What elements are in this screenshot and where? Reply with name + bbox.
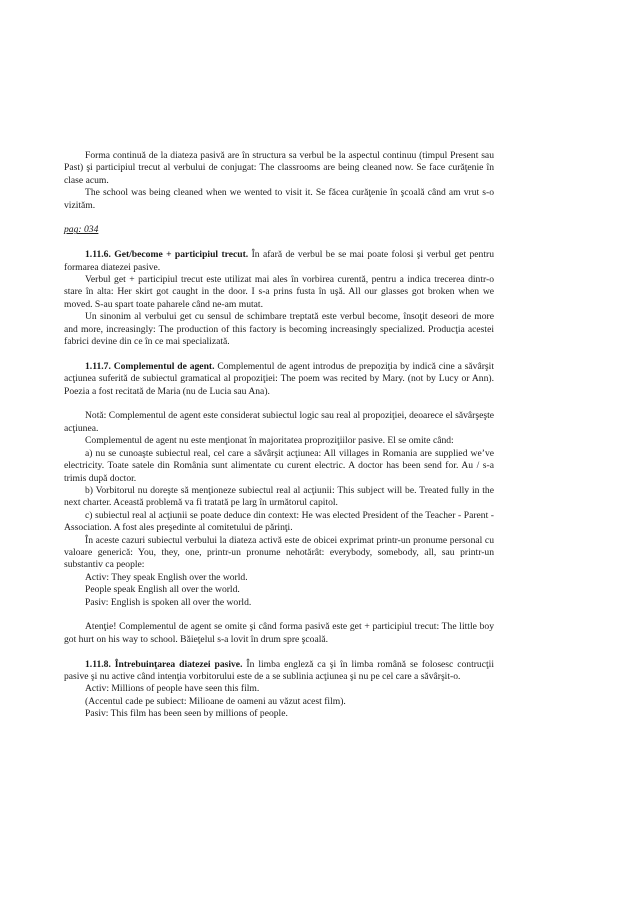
example-line: Pasiv: This film has been seen by millions of people.	[85, 708, 288, 720]
example-line: Activ: Millions of people have seen this film.	[85, 683, 260, 695]
example-line: Activ: They speak English over the world.	[85, 571, 248, 583]
paragraph: Atenţie! Complementul de agent se omite şi când forma pasivă este get + participiul trecut: The little boy got hurt on his way to school. Băieţelul s-a lovit în drum spre şcoală.	[64, 621, 494, 645]
paragraph: Complementul de agent nu este menţionat în majoritatea proproziţiilor pasive. El se omite când:	[85, 435, 454, 447]
section-text: În afară de verbul be se mai poate folosi şi verbul get pentru formarea diatezei pasive.	[64, 249, 494, 273]
paragraph: Forma continuă de la diateza pasivă are în structura sa verbul be la aspectul continuu (timpul Present sau Past) şi participiul trecut al verbului de conjugat: The classrooms are being cleaned now. Se face curăţenie în clase acum.	[64, 150, 494, 186]
section-heading: 1.11.6. Get/become + participiul trecut.	[85, 249, 249, 261]
section-1-11-7	[64, 361, 494, 398]
example-line: Pasiv: English is spoken all over the world.	[85, 596, 252, 608]
paragraph: Notă: Complementul de agent este considerat subiectul logic sau real al propoziţiei, deoarece el săvârşeşte acţiunea.	[64, 410, 494, 434]
section-text: Complementul de agent introdus de prepoziţia by indică cine a săvârşit acţiunea suferită de subiectul gramatical al propoziţiei: The poem was recited by Mary. (not by Lucy or Ann). Poezia a fost recitată de Maria (nu de Lucia sau Ana).	[64, 360, 494, 397]
paragraph: În aceste cazuri subiectul verbului la diateza activă este de obicei exprimat printr-un pronume personal cu valoare generică: You, they, one, printr-un pronume nehotărât: everybody, somebody, all, sau printr-un substantiv ca people:	[64, 534, 494, 571]
example-line: People speak English all over the world.	[85, 584, 240, 596]
document-page	[64, 150, 494, 721]
section-1-11-6	[64, 249, 494, 274]
section-heading: 1.11.7. Complementul de agent.	[85, 360, 215, 372]
paragraph: The school was being cleaned when we wented to visit it. Se făcea curăţenie în şcoală când am vrut s-o vizităm.	[64, 187, 494, 211]
section-text: În limba engleză ca şi în limba română se folosesc contrucţii pasive şi nu active când intenţia vorbitorului este de a se sublinia acţiunea şi nu pe cel care a săvârşit-o.	[64, 658, 494, 682]
section-heading: 1.11.8. Întrebuinţarea diatezei pasive.	[85, 658, 243, 670]
paragraph: Verbul get + participiul trecut este utilizat mai ales în vorbirea curentă, pentru a indica trecerea dintr-o stare în alta: Her skirt got caught in the door. I s-a prins fusta în uşă. All our glasses got broken when we moved. S-au spart toate paharele când ne-am mutat.	[64, 274, 494, 310]
example-line: (Accentul cade pe subiect: Milioane de oameni au văzut acest film).	[85, 695, 346, 707]
paragraph: Un sinonim al verbului get cu sensul de schimbare treptată este verbul become, însoţit deseori de more and more, increasingly: The production of this factory is becoming increasingly specialized. Producţia acestei fabrici devine din ce în ce mai specializată.	[64, 311, 494, 348]
paragraph: b) Vorbitorul nu doreşte să menţioneze subiectul real al acţiunii: This subject will be. Treated fully in the next charter. Această problemă va fi tratată pe larg în următorul capitol.	[64, 484, 494, 509]
paragraph: a) nu se cunoaşte subiectul real, cel care a săvârşit acţiunea: All villages in Romania are supplied we’ve electricity. Toate satele din România sunt alimentate cu curent electric. A doctor has been send for. Au / s-a trimis după doctor.	[64, 447, 494, 484]
page-reference-text: pag: 034	[64, 224, 99, 236]
page-reference	[64, 224, 494, 236]
paragraph: c) subiectul real al acţiunii se poate deduce din context: He was elected President of the Teacher - Parent - Association. A fost ales preşedinte al comitetului de părinţi.	[64, 509, 494, 534]
section-1-11-8	[64, 659, 494, 684]
